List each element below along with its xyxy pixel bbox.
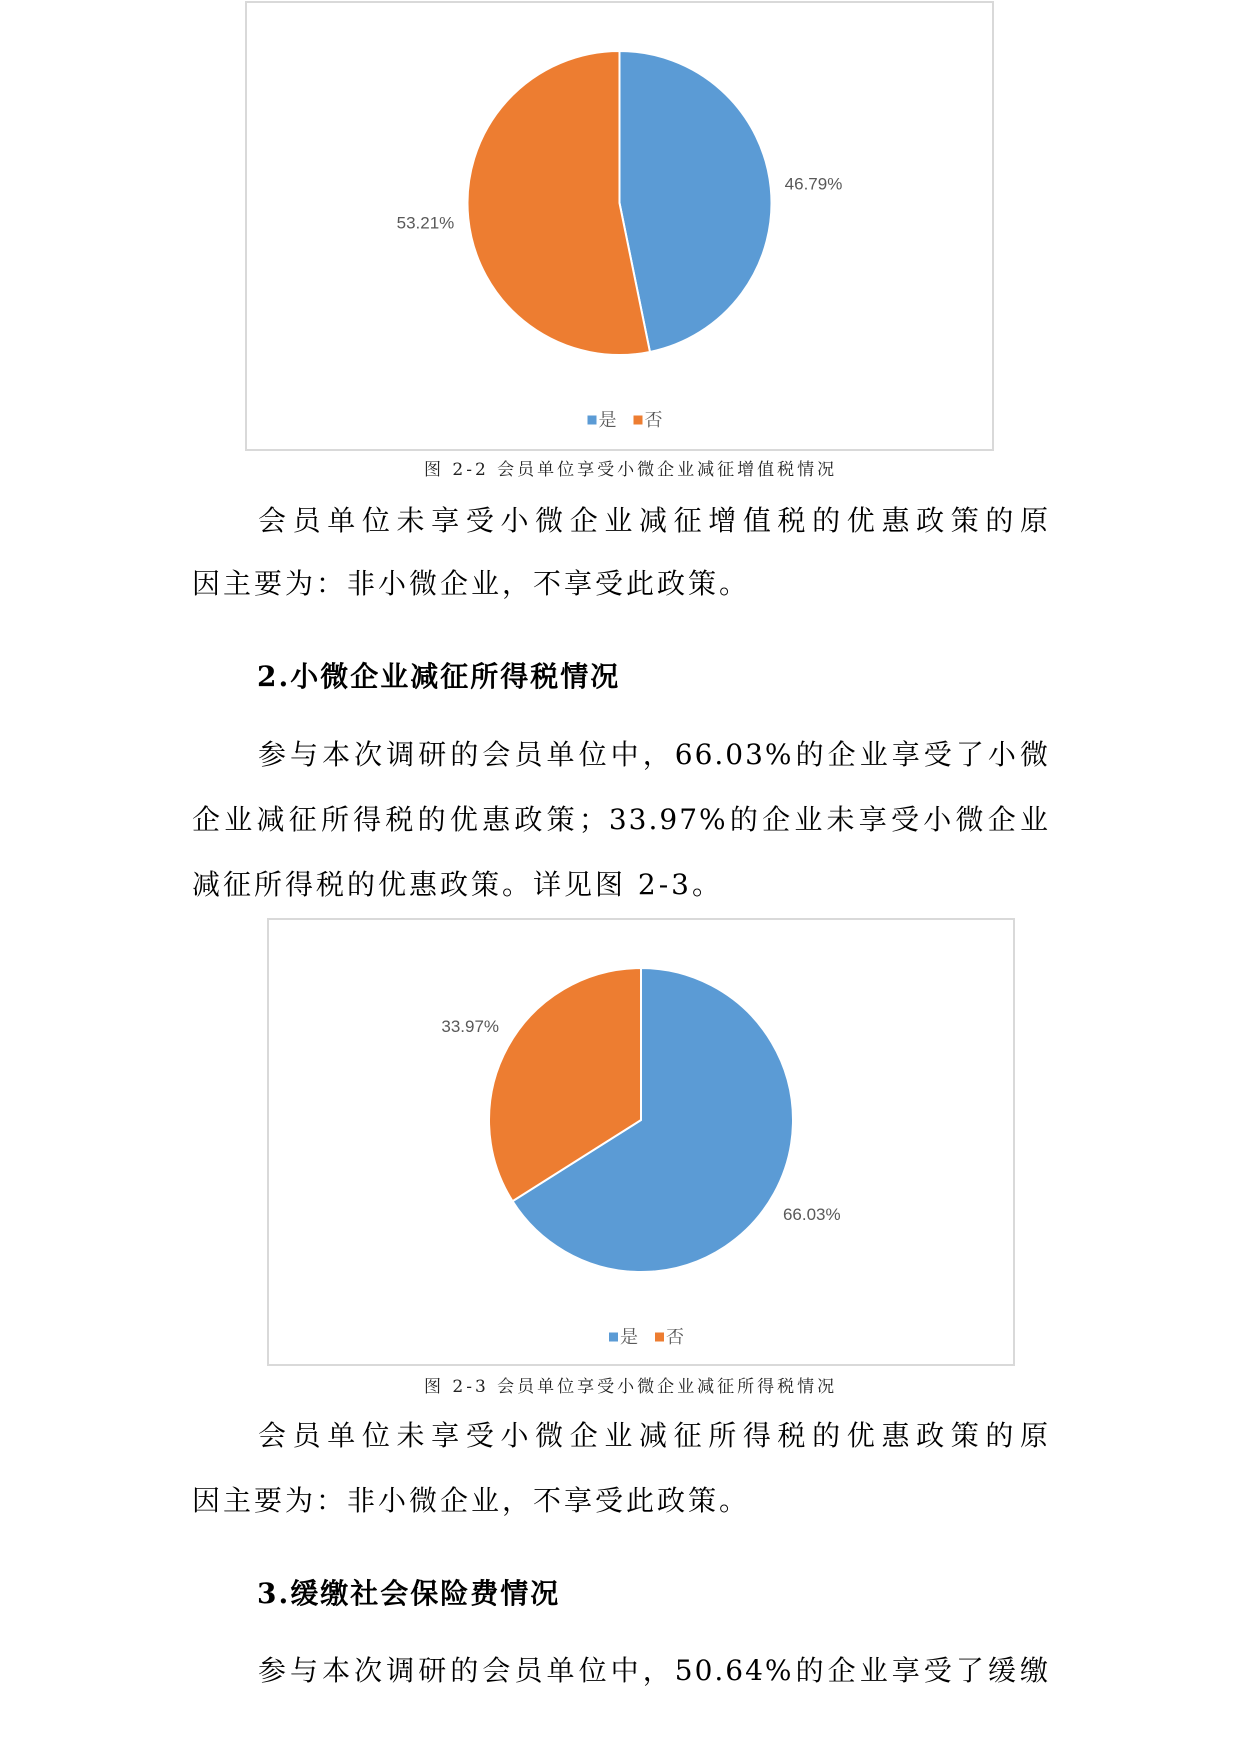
legend-label-1: 是: [598, 410, 617, 430]
paragraph-2-line-1: 参与本次调研的会员单位中，66.03%的企业享受了小微: [258, 738, 1050, 771]
figure-2-2-chart: [245, 1, 994, 451]
figure-2-3-chart: [267, 918, 1015, 1366]
legend-swatch-1: [588, 416, 597, 425]
paragraph-2-line-3: 减征所得税的优惠政策。详见图 2-3。: [192, 868, 723, 901]
section-heading-3: 3.缓缴社会保险费情况: [257, 1577, 561, 1610]
paragraph-1-line-2: 因主要为：非小微企业，不享受此政策。: [192, 567, 751, 600]
legend-label-1: 是: [620, 1327, 638, 1347]
pie-data-label-2: 53.21%: [396, 213, 455, 233]
pie-data-label-1: 46.79%: [784, 174, 843, 194]
paragraph-2-line-2: 企业减征所得税的优惠政策；33.97%的企业未享受小微企业: [192, 803, 1050, 836]
legend-label-2: 否: [666, 1327, 684, 1347]
figure-2-3-caption: 图 2-3 会员单位享受小微企业减征所得税情况: [424, 1377, 838, 1397]
pie-data-label-2: 33.97%: [441, 1016, 500, 1036]
figure-2-2-caption: 图 2-2 会员单位享受小微企业减征增值税情况: [424, 460, 838, 480]
pie-slice-1: [620, 51, 772, 352]
legend-swatch-1: [609, 1333, 618, 1342]
paragraph-3-line-2: 因主要为：非小微企业，不享受此政策。: [192, 1484, 751, 1517]
section-heading-2: 2.小微企业减征所得税情况: [257, 660, 621, 693]
legend-label-2: 否: [644, 410, 663, 430]
pie-data-label-1: 66.03%: [782, 1205, 841, 1225]
paragraph-4-line-1: 参与本次调研的会员单位中，50.64%的企业享受了缓缴: [258, 1654, 1050, 1687]
paragraph-3-line-1: 会员单位未享受小微企业减征所得税的优惠政策的原: [258, 1419, 1050, 1452]
legend-swatch-2: [634, 416, 643, 425]
pie-chart-income-tax: [269, 920, 1013, 1364]
legend-swatch-2: [655, 1333, 664, 1342]
paragraph-1-line-1: 会员单位未享受小微企业减征增值税的优惠政策的原: [258, 504, 1050, 537]
pie-chart-vat: [247, 3, 992, 449]
